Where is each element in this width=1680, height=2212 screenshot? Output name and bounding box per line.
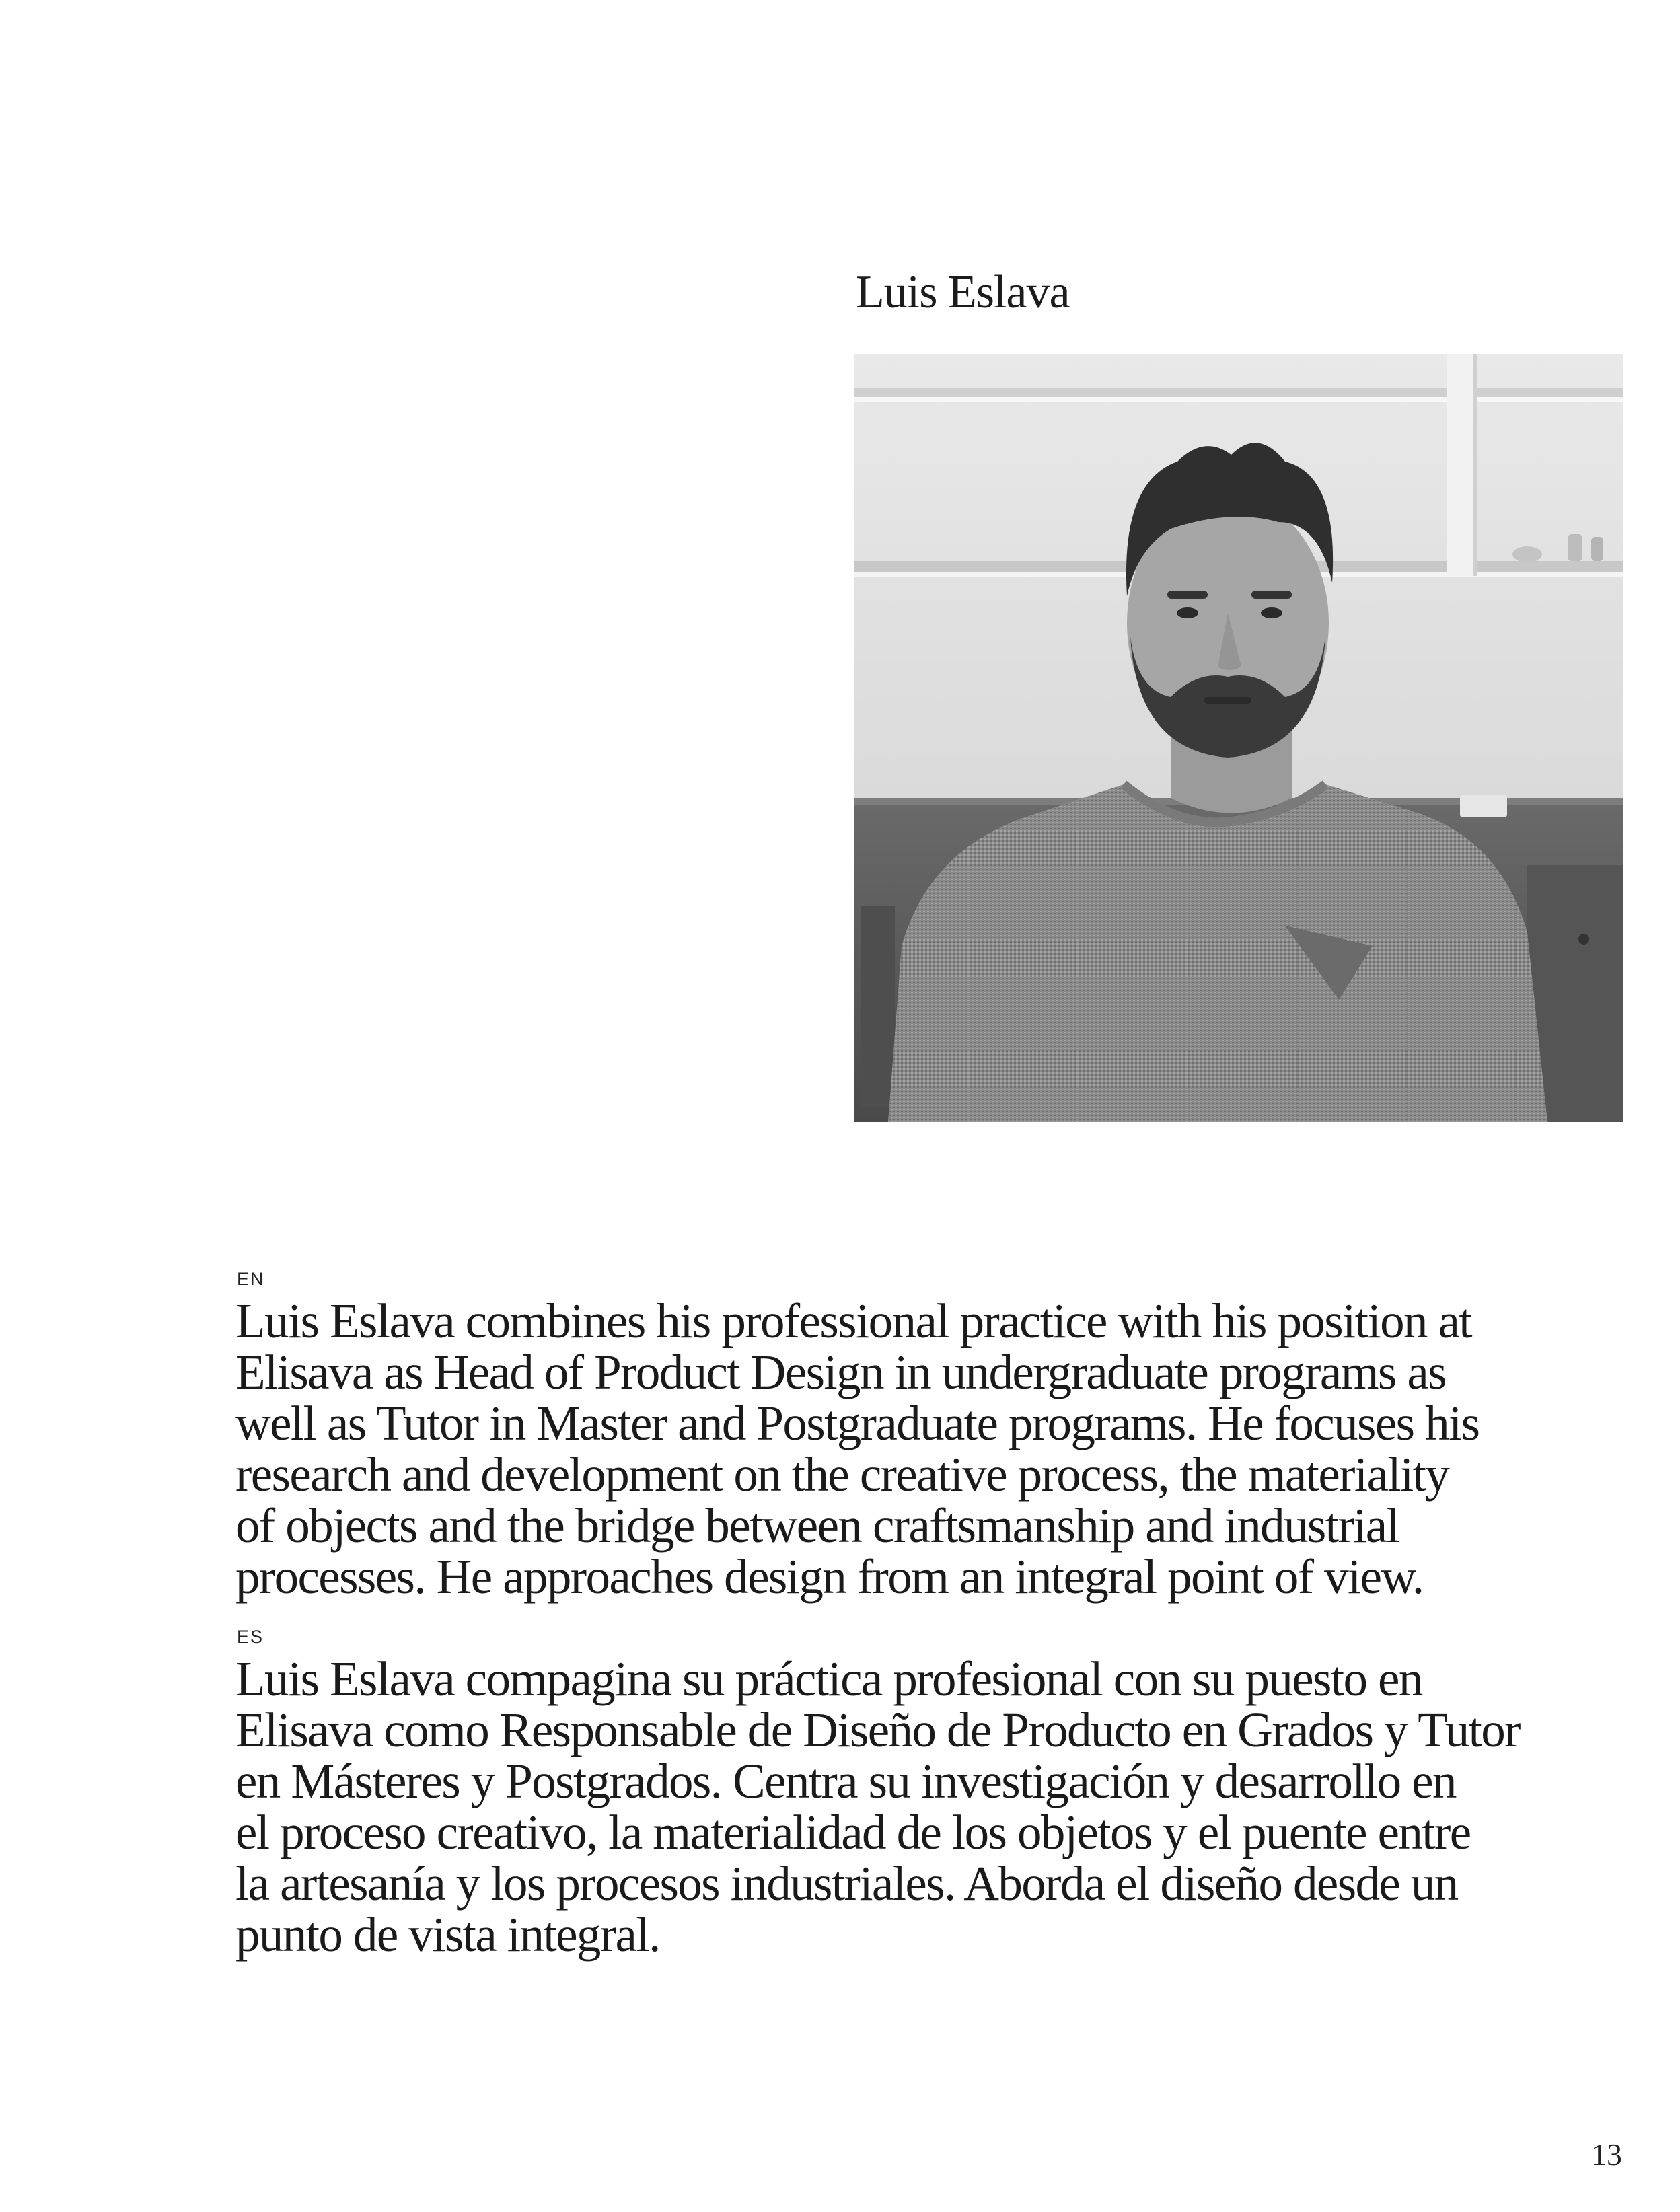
bio-line: well as Tutor in Master and Postgraduate programs. He focuses his bbox=[235, 1396, 1480, 1450]
bio-english bbox=[235, 1296, 1648, 1602]
bio-line: processes. He approaches design from an integral point of view. bbox=[235, 1549, 1424, 1604]
bio-line: en Másteres y Postgrados. Centra su investigación y desarrollo en bbox=[235, 1754, 1456, 1808]
bio-line: Luis Eslava combines his professional practice with his position at bbox=[235, 1294, 1472, 1348]
bio-line: el proceso creativo, la materialidad de los objetos y el puente entre bbox=[235, 1805, 1471, 1859]
bio-line: of objects and the bridge between craftsmanship and industrial bbox=[235, 1498, 1399, 1553]
language-label-es: ES bbox=[237, 1627, 264, 1647]
bio-line: punto de vista integral. bbox=[235, 1907, 660, 1962]
bio-line: la artesanía y los procesos industriales. Aborda el diseño desde un bbox=[235, 1856, 1458, 1911]
language-label-en: EN bbox=[237, 1269, 265, 1289]
bio-line: Elisava as Head of Product Design in undergraduate programs as bbox=[235, 1345, 1446, 1399]
portrait-photo bbox=[854, 354, 1623, 1122]
bio-spanish bbox=[235, 1654, 1648, 1960]
bio-line: research and development on the creative process, the materiality bbox=[235, 1447, 1449, 1502]
bio-line: Elisava como Responsable de Diseño de Producto en Grados y Tutor bbox=[235, 1703, 1520, 1757]
bio-line: Luis Eslava compagina su práctica profesional con su puesto en bbox=[235, 1652, 1422, 1706]
portrait-illustration bbox=[854, 354, 1623, 1122]
page-number: 13 bbox=[1591, 2137, 1622, 2172]
person-name: Luis Eslava bbox=[856, 266, 1070, 318]
